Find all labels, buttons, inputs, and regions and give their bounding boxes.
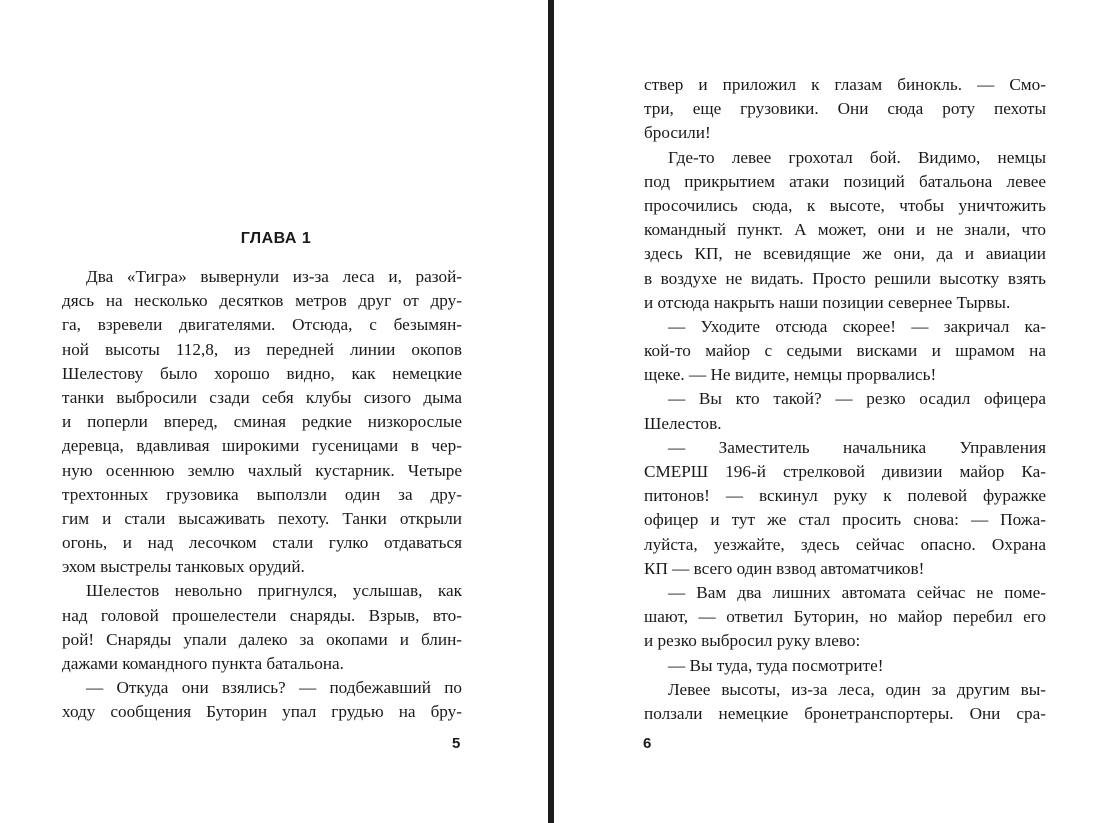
text-line: танки выбросили сзади себя клубы сизого дыма [62,387,462,407]
text-line: шают, — ответил Буторин, но майор перебил его [644,607,1046,627]
text-line: трехтонных грузовика выползли один за дру- [62,484,462,504]
text-line: ную осеннюю землю чахлый кустарник. Четыре [62,460,462,480]
text-line: га, взревели двигателями. Отсюда, с безымян- [62,315,462,335]
text-line: — Заместитель начальника Управления [668,437,1046,457]
text-line: командный пункт. А может, они и не знали, что [644,220,1046,240]
text-line: ной высоты 112,8, из передней линии окопов [62,339,462,359]
chapter-title: ГЛАВА 1 [240,230,312,247]
page-number-left: 5 [452,735,461,752]
text-line: под прикрытием атаки позиций батальона левее [644,171,1046,191]
text-line: Где-то левее грохотал бой. Видимо, немцы [668,147,1046,167]
text-line: и отсюда накрыть наши позиции севернее Тырвы. [644,292,1011,312]
text-line: ствер и приложил к глазам бинокль. — Смо- [644,75,1046,94]
text-line: ползали немецкие бронетранспортеры. Они сра- [644,703,1046,723]
text-line: офицер и тут же стал просить снова: — Пожа- [644,510,1046,530]
text-line: просочились сюда, к высоте, чтобы уничтожить [644,195,1046,215]
text-line: Шелестову было хорошо видно, как немецкие [62,363,462,383]
left-page [0,0,548,823]
text-line: — Откуда они взялись? — подбежавший по [86,678,462,698]
text-line: Шелестов. [644,413,722,433]
text-line: — Вы кто такой? — резко осадил офицера [668,389,1046,409]
text-line: дажами командного пункта батальона. [62,654,344,673]
text-line: деревца, вдавливая широкими гусеницами в чер- [62,436,462,456]
text-line: над головой прошелестели снаряды. Взрыв, вто- [62,605,462,625]
text-line: три, еще грузовики. Они сюда роту пехоты [644,99,1046,119]
right-page-text [644,73,1046,726]
left-page-text [62,265,462,725]
text-line: эхом выстрелы танковых орудий. [62,557,305,577]
text-line: СМЕРШ 196-й стрелковой дивизии майор Ка- [644,462,1046,481]
text-line: — Вы туда, туда посмотрите! [668,655,884,675]
text-line: Два «Тигра» вывернули из-за леса и, разой- [86,267,462,286]
text-line: и поперли вперед, сминая редкие низкорослые [62,412,462,432]
text-line: бросили! [644,123,711,143]
text-line: ходу сообщения Буторин упал грудью на бру- [62,702,462,722]
text-line: — Вам два лишних автомата сейчас не поме- [668,582,1046,602]
text-line: щеке. — Не видите, немцы прорвались! [644,365,937,385]
text-line: питонов! — вскинул руку к полевой фуражке [644,486,1046,506]
text-line: — Уходите отсюда скорее! — закричал ка- [668,316,1046,336]
text-line: гим и стали высаживать пехоту. Танки открыли [62,508,462,528]
text-line: КП — всего один взвод автоматчиков! [644,558,925,578]
text-line: Шелестов невольно пригнулся, услышав, как [86,581,462,601]
text-line: Левее высоты, из-за леса, один за другим вы- [668,679,1046,699]
text-line: в воздухе не видать. Просто решили высотку взять [644,268,1046,288]
text-line: и резко выбросил руку влево: [644,631,861,651]
text-line: здесь КП, не всевидящие же они, да и авиации [644,244,1046,264]
text-line: огонь, и над лесочком стали гулко отдаваться [62,533,462,553]
page-number-right: 6 [643,735,652,752]
text-line: дясь на несколько десятков метров друг от дру- [62,291,462,311]
text-line: рой! Снаряды упали далеко за окопами и блин- [62,629,462,649]
text-line: кой-то майор с седыми висками и шрамом на [644,341,1046,361]
text-line: луйста, уезжайте, здесь сейчас опасно. Охрана [644,534,1046,554]
